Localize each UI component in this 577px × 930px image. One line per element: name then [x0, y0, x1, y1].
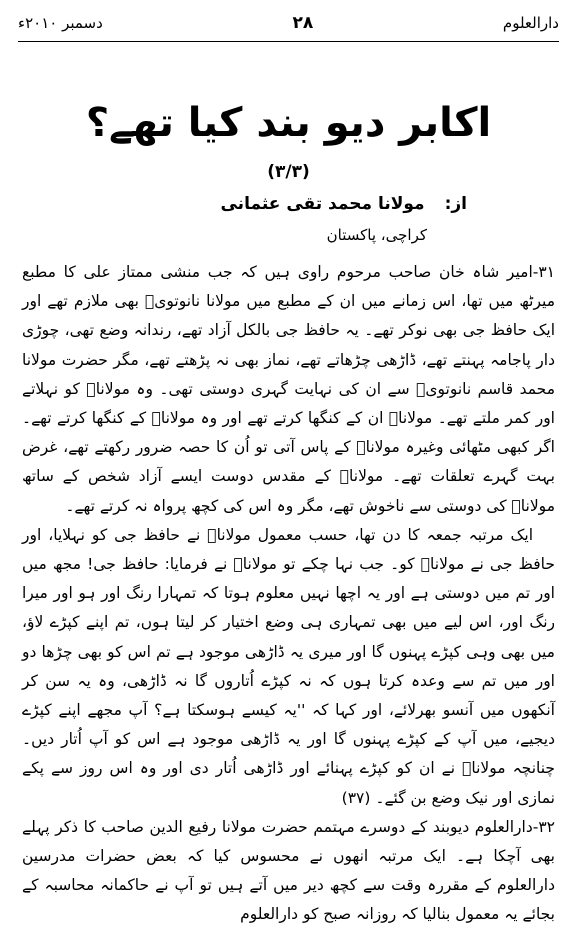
author-location: کراچی، پاکستان	[326, 226, 427, 244]
paragraph: ۳۲-دارالعلوم دیوبند کے دوسرے مہتمم حضرت مولانا رفیع الدین صاحب کا ذکر پہلے بھی آچکا ہے۔ ایک مرتبہ انھوں نے محسوس کیا کہ بعض حضرات مدرسین دارالعلوم کے مقررہ وقت سے کچھ دیر میں آتے ہیں تو آپ نے حاکمانہ محاسبہ کے بجائے یہ معمول بنالیا کہ روزانہ صبح کو دارالعلوم	[22, 817, 555, 924]
article-part: (۳/۳)	[267, 162, 310, 182]
running-header	[18, 6, 559, 40]
journal-name: دارالعلوم	[502, 14, 559, 32]
from-label: از:	[444, 194, 467, 214]
paragraph: ایک مرتبہ جمعہ کا دن تھا، حسب معمول مولاناؒ نے حافظ جی کو نہلایا، اور حافظ جی نے مولاناؒ کو۔ جب نہا چکے تو مولاناؒ نے فرمایا: حافظ جی! مجھ میں اور تم میں دوستی ہے اور یہ اچھا نہیں معلوم ہوتا کہ تمہارا رنگ اور ہو اور میرا رنگ اور، اس لیے میں بھی تمہاری ہی وضع اختیار کر لیتا ہوں، تم اپنے کپڑے لاؤ، میں بھی وہی کپڑے پہنوں گا اور میری یہ ڈاڑھی موجود ہے تم اس کو بھی چڑھا دو اور میں تم سے وعدہ کرتا ہوں کہ نہ کپڑے اُتاروں گا نہ ڈاڑھی، وہ یہ سن کر آنکھوں میں آنسو بھرلائے، اور کہا کہ ''یہ کیسے ہوسکتا ہے؟ آپ مجھے اپنے کپڑے دیجیے، میں آپ کے کپڑے پہنوں گا اور یہ ڈاڑھی موجود ہے اس کو آپ اُتار دیں۔ چنانچہ مولاناؒ نے ان کو کپڑے پہنائے اور ڈاڑھی اُتار دی اور وہ اس روز سے پکے نمازی اور نیک وضع بن گئے۔ (۳۷)	[22, 525, 555, 807]
page-number: ۲۸	[292, 13, 314, 33]
paragraph: ۳۱-امیر شاہ خان صاحب مرحوم راوی ہیں کہ جب منشی ممتاز علی کا مطبع میرٹھ میں تھا، اس زمانے میں ان کے مطبع میں مولانا نانوتویؒ بھی ملازم تھے اور ایک حافظ جی بھی نوکر تھے۔ یہ حافظ جی بالکل آزاد تھے، رندانہ وضع تھی، چوڑی دار پاجامہ پہنتے تھے، ڈاڑھی چڑھاتے تھے، نماز بھی نہ پڑھتے تھے، مگر حضرت مولانا محمد قاسم نانوتویؒ سے ان کی نہایت گہری دوستی تھی۔ وہ مولاناؒ کو نہلاتے اور کمر ملتے تھے۔ مولاناؒ ان کے کنگھا کرتے تھے اور وہ مولاناؒ کے کنگھا کرتے تھے۔ اگر کبھی مٹھائی وغیرہ مولاناؒ کے پاس آتی تو اُن کا حصہ ضرور رکھتے تھے، غرض بہت گہرے تعلقات تھے۔ مولاناؒ کے مقدس دوست ایسے آزاد شخص کے ساتھ مولاناؒ کی دوستی سے ناخوش تھے، مگر وہ اس کی کچھ پرواہ نہ کرتے تھے۔	[22, 263, 555, 515]
article-body	[22, 258, 555, 930]
byline	[220, 194, 467, 214]
author-name: مولانا محمد تقی عثمانی	[220, 194, 425, 214]
article-title: اکابر دیو بند کیا تھے؟	[85, 100, 492, 146]
issue-date: دسمبر ۲۰۱۰ء	[18, 14, 103, 32]
header-divider	[18, 41, 559, 42]
